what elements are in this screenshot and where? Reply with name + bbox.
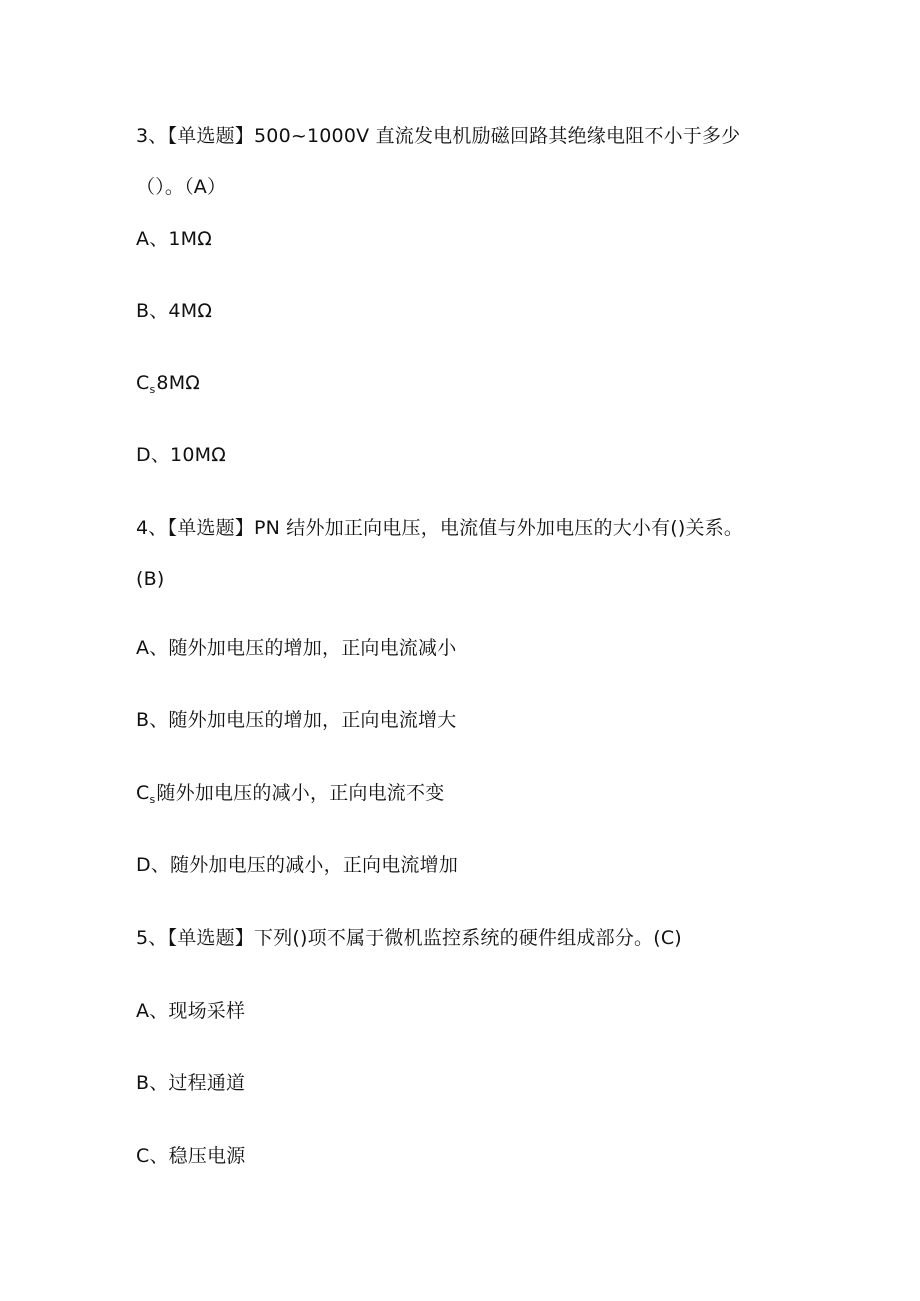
- question-3-stem-continued: （）。（A）: [136, 176, 227, 198]
- question-4-option-a: A、随外加电压的增加，正向电流减小: [136, 637, 457, 659]
- question-5-option-c: C、稳压电源: [136, 1145, 246, 1167]
- question-5-option-a: A、现场采样: [136, 1000, 246, 1022]
- question-4-stem: 4、【单选题】PN 结外加正向电压，电流值与外加电压的大小有()关系。: [136, 517, 744, 539]
- question-3-option-b: B、4MΩ: [136, 300, 213, 322]
- option-c-text: 随外加电压的减小，正向电流不变: [156, 782, 445, 804]
- question-3-option-d: D、10MΩ: [136, 444, 226, 466]
- question-3-stem: 3、【单选题】500~1000V 直流发电机励磁回路其绝缘电阻不小于多少: [136, 125, 741, 147]
- option-c-letter: C: [136, 372, 150, 394]
- question-5-stem: 5、【单选题】下列()项不属于微机监控系统的硬件组成部分。(C): [136, 927, 682, 949]
- question-3-option-c: [136, 370, 200, 403]
- question-4-stem-continued: (B): [136, 568, 165, 590]
- question-4-option-b: B、随外加电压的增加，正向电流增大: [136, 709, 457, 731]
- question-4-option-d: D、随外加电压的减小，正向电流增加: [136, 854, 459, 876]
- question-3-option-a: A、1MΩ: [136, 228, 212, 250]
- option-c-text: 8MΩ: [156, 372, 201, 394]
- option-c-subscript: s: [149, 383, 156, 396]
- option-c-subscript: s: [149, 793, 156, 806]
- question-4-option-c: [136, 780, 444, 813]
- question-5-option-b: B、过程通道: [136, 1072, 246, 1094]
- option-c-letter: C: [136, 782, 150, 804]
